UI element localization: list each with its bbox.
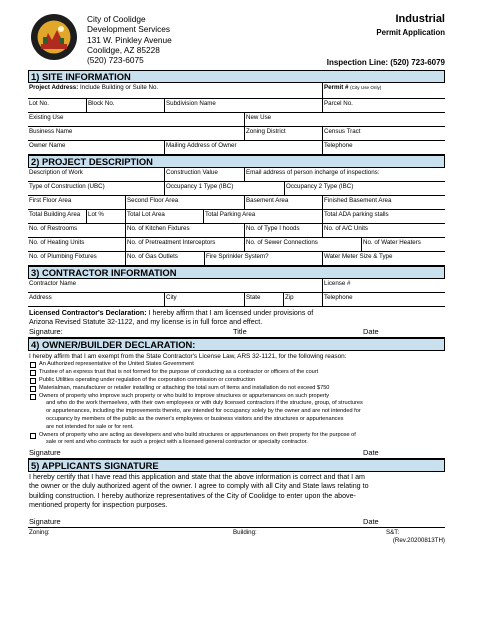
basement-field[interactable]: Basement Area xyxy=(244,196,322,209)
business-name-field[interactable]: Business Name xyxy=(29,128,73,135)
section-site-information: 1) SITE INFORMATION xyxy=(28,70,445,83)
city-seal-logo xyxy=(30,13,78,61)
existing-use-field[interactable]: Existing Use xyxy=(29,114,64,121)
owner-option-5-detail-3: occupancy by members of the public as the owner's employees or business visitors and the structures or appurtenances xyxy=(46,415,344,422)
plumbing-field[interactable]: No. of Plumbing Fixtures xyxy=(29,253,97,260)
sewer-field[interactable]: No. of Sewer Connections xyxy=(244,238,361,251)
owner-option-3-text: Public Utilities operating under regulation of the corporation commission or construction xyxy=(39,377,256,383)
permit-number-field[interactable] xyxy=(322,83,445,98)
section-contractor-information: 3) CONTRACTOR INFORMATION xyxy=(28,266,445,279)
owner-option-6-text: Owners of property who are acting as developers and who build structures or appurtenances on their property for the purpose of xyxy=(39,431,356,438)
construction-type-field[interactable]: Type of Construction (UBC) xyxy=(29,183,105,190)
contractor-declaration-label: Licensed Contractor's Declaration: xyxy=(29,309,147,317)
census-tract-field[interactable]: Census Tract xyxy=(322,127,445,140)
inspection-email-field[interactable]: Email address of person incharge of inspections: xyxy=(244,168,445,181)
ac-units-field[interactable]: No. of A/C Units xyxy=(322,224,445,237)
floor-area-row xyxy=(28,196,445,210)
total-lot-field[interactable]: Total Lot Area xyxy=(125,210,203,223)
restrooms-field[interactable]: No. of Restrooms xyxy=(29,225,78,232)
owner-name-field[interactable]: Owner Name xyxy=(29,142,66,149)
checkbox[interactable] xyxy=(30,386,36,392)
lot-number-field[interactable]: Lot No. xyxy=(29,100,49,107)
total-building-field[interactable]: Total Building Area xyxy=(29,211,81,218)
office-phone: (520) 723-6075 xyxy=(87,55,144,66)
form-header xyxy=(28,12,445,70)
contractor-city-field[interactable]: City xyxy=(164,293,244,306)
office-use-footer xyxy=(28,528,445,544)
owner-option-6[interactable] xyxy=(28,432,445,440)
first-floor-field[interactable]: First Floor Area xyxy=(29,197,72,204)
street-address: 131 W. Pinkley Avenue xyxy=(87,34,172,45)
permit-hint: (City Use Only) xyxy=(350,85,382,90)
project-address-hint: Include Building or Suite No. xyxy=(80,84,159,91)
contractor-declaration-text: I hereby affirm that I am licensed under provisions of xyxy=(146,309,314,317)
heating-field[interactable]: No. of Heating Units xyxy=(29,239,85,246)
st-office-label: S&T: xyxy=(386,528,400,536)
owner-option-4[interactable] xyxy=(28,385,445,393)
contractor-telephone-field[interactable]: Telephone xyxy=(322,293,445,306)
zoning-office-label: Zoning: xyxy=(29,528,50,536)
contractor-date-label: Date xyxy=(363,327,379,337)
construction-type-row xyxy=(28,182,445,196)
checkbox[interactable] xyxy=(30,362,36,368)
contractor-title-label: Title xyxy=(233,327,247,337)
owner-option-6-detail-1: sale or rent and who contracts for such a project with a licensed general contractor or specialty contractor. xyxy=(46,439,308,446)
hoods-field[interactable]: No. of Type I hoods xyxy=(244,224,322,237)
contractor-name-field[interactable]: Contractor Name xyxy=(29,280,77,287)
owner-date-label: Date xyxy=(363,448,379,458)
finished-basement-field[interactable]: Finished Basement Area xyxy=(322,196,445,209)
checkbox[interactable] xyxy=(30,394,36,400)
contractor-zip-field[interactable]: Zip xyxy=(283,293,322,306)
contractor-address-field[interactable]: Address xyxy=(29,294,52,301)
owner-signature-line[interactable] xyxy=(28,447,445,459)
pretreatment-field[interactable]: No. of Pretreatment Interceptors xyxy=(125,238,244,251)
use-row xyxy=(28,113,445,127)
gas-outlets-field[interactable]: No. of Gas Outlets xyxy=(125,252,204,265)
applicant-line-2: the owner or the duly authorized agent of the owner. I agree to comply with all City and State laws relating to xyxy=(29,482,369,491)
description-row xyxy=(28,168,445,182)
contractor-name-row xyxy=(28,279,445,293)
applicant-date-label: Date xyxy=(363,516,379,526)
applicant-certification xyxy=(28,472,445,510)
subdivision-field[interactable]: Subdivision Name xyxy=(164,99,322,112)
applicant-signature-line[interactable] xyxy=(28,510,445,528)
water-heaters-field[interactable]: No. of Water Heaters xyxy=(361,238,445,251)
permit-form xyxy=(28,12,445,544)
revision-label: (Rev.20200813TH) xyxy=(392,536,445,544)
block-number-field[interactable]: Block No. xyxy=(86,99,164,112)
owner-option-1-text: An Authorized representative of the United States Government xyxy=(39,361,194,368)
lot-row xyxy=(28,99,445,113)
owner-option-2-text: Trustee of an express trust that is not formed for the purpose of conducting as a contractor or officers of the court xyxy=(39,369,319,376)
building-office-label: Building: xyxy=(233,528,257,536)
checkbox[interactable] xyxy=(30,370,36,376)
applicant-line-1: I hereby certify that I have read this application and state that the above information is correct and that I am xyxy=(29,473,365,482)
description-field[interactable]: Description of Work xyxy=(29,169,83,176)
total-parking-field[interactable]: Total Parking Area xyxy=(203,210,322,223)
contractor-address-row xyxy=(28,293,445,307)
department-name: Development Services xyxy=(87,24,171,35)
license-field[interactable]: License # xyxy=(322,279,445,292)
contractor-signature-label: Signature: xyxy=(29,327,63,337)
applicant-line-3: building construction. I hereby authorize representatives of the City of Coolidge to enter upon the above- xyxy=(29,491,356,500)
owner-option-2[interactable] xyxy=(28,369,445,377)
owner-option-1[interactable] xyxy=(28,361,445,369)
section-applicants-signature: 5) APPLICANTS SIGNATURE xyxy=(28,459,445,472)
owner-signature-label: Signature xyxy=(29,448,61,458)
lot-percent-field[interactable]: Lot % xyxy=(86,210,125,223)
zoning-district-field[interactable]: Zoning District xyxy=(244,127,322,140)
water-meter-field[interactable]: Water Meter Size & Type xyxy=(322,252,445,265)
city-name: City of Coolidge xyxy=(87,14,146,24)
new-use-field[interactable]: New Use xyxy=(244,113,445,126)
applicant-signature-label: Signature xyxy=(29,516,61,526)
contractor-declaration xyxy=(28,307,445,327)
section-owner-builder: 4) OWNER/BUILDER DECLARATION: xyxy=(28,338,445,351)
parcel-field[interactable]: Parcel No. xyxy=(322,99,445,112)
second-floor-field[interactable]: Second Floor Area xyxy=(125,196,244,209)
owner-mailing-field[interactable]: Mailing Address of Owner xyxy=(164,141,322,154)
checkbox[interactable] xyxy=(30,433,36,439)
owner-row xyxy=(28,141,445,155)
project-address-label: Project Address: xyxy=(29,84,79,91)
address-block xyxy=(87,14,172,65)
total-ada-field[interactable]: Total ADA parking stalls xyxy=(322,210,445,223)
contractor-declaration-text-2: Arizona Revised Statute 32-1122, and my license is in full force and effect. xyxy=(29,318,263,327)
fixtures-row-1 xyxy=(28,224,445,238)
total-area-row xyxy=(28,210,445,224)
owner-intro-text: I hereby affirm that I am exempt from the State Contractor's License Law, ARS 32-1121, for the following reason: xyxy=(29,353,347,361)
owner-option-5-detail-1: and who do the work themselves, with their own employees or with duly licensed contractors if the structure, group, of structures xyxy=(46,400,363,407)
owner-option-5-detail-2: or appurtenances, including the improvements thereto, are intended for occupancy solely by the owner and are not intended for xyxy=(46,408,361,415)
owner-option-5-detail-4: are not intended for sale or for rent. xyxy=(46,423,134,430)
project-address-field[interactable] xyxy=(28,83,322,98)
owner-option-4-text: Materialman, manufacturer or retailer installing or attaching the total sum of items and installation do not exceed $750 xyxy=(39,384,330,391)
occupancy2-field[interactable]: Occupancy 2 Type (IBC) xyxy=(284,182,445,195)
owner-option-3[interactable] xyxy=(28,377,445,385)
owner-telephone-field[interactable]: Telephone xyxy=(322,141,445,154)
business-row xyxy=(28,127,445,141)
form-subtitle: Permit Application xyxy=(376,28,445,37)
sprinkler-field[interactable]: Fire Sprinkler System? xyxy=(204,252,322,265)
owner-option-5[interactable] xyxy=(28,393,445,401)
permit-label: Permit # xyxy=(324,84,349,91)
kitchen-field[interactable]: No. of Kitchen Fixtures xyxy=(125,224,244,237)
contractor-signature-line[interactable] xyxy=(28,327,445,338)
construction-value-field[interactable]: Construction Value xyxy=(164,168,244,181)
section-project-description: 2) PROJECT DESCRIPTION xyxy=(28,155,445,168)
city-state-zip: Coolidge, AZ 85228 xyxy=(87,44,160,55)
inspection-line: Inspection Line: (520) 723-6079 xyxy=(326,58,445,67)
occupancy1-field[interactable]: Occupancy 1 Type (IBC) xyxy=(164,182,284,195)
applicant-line-4: mentioned property for inspection purposes. xyxy=(29,500,168,509)
fixtures-row-3 xyxy=(28,252,445,266)
owner-option-5-text: Owners of property who improve such property or who build to improve structures or appurtenances on such property xyxy=(39,392,330,399)
fixtures-row-2 xyxy=(28,238,445,252)
project-address-row xyxy=(28,83,445,99)
checkbox[interactable] xyxy=(30,378,36,384)
contractor-state-field[interactable]: State xyxy=(244,293,283,306)
form-title: Industrial xyxy=(395,13,445,25)
